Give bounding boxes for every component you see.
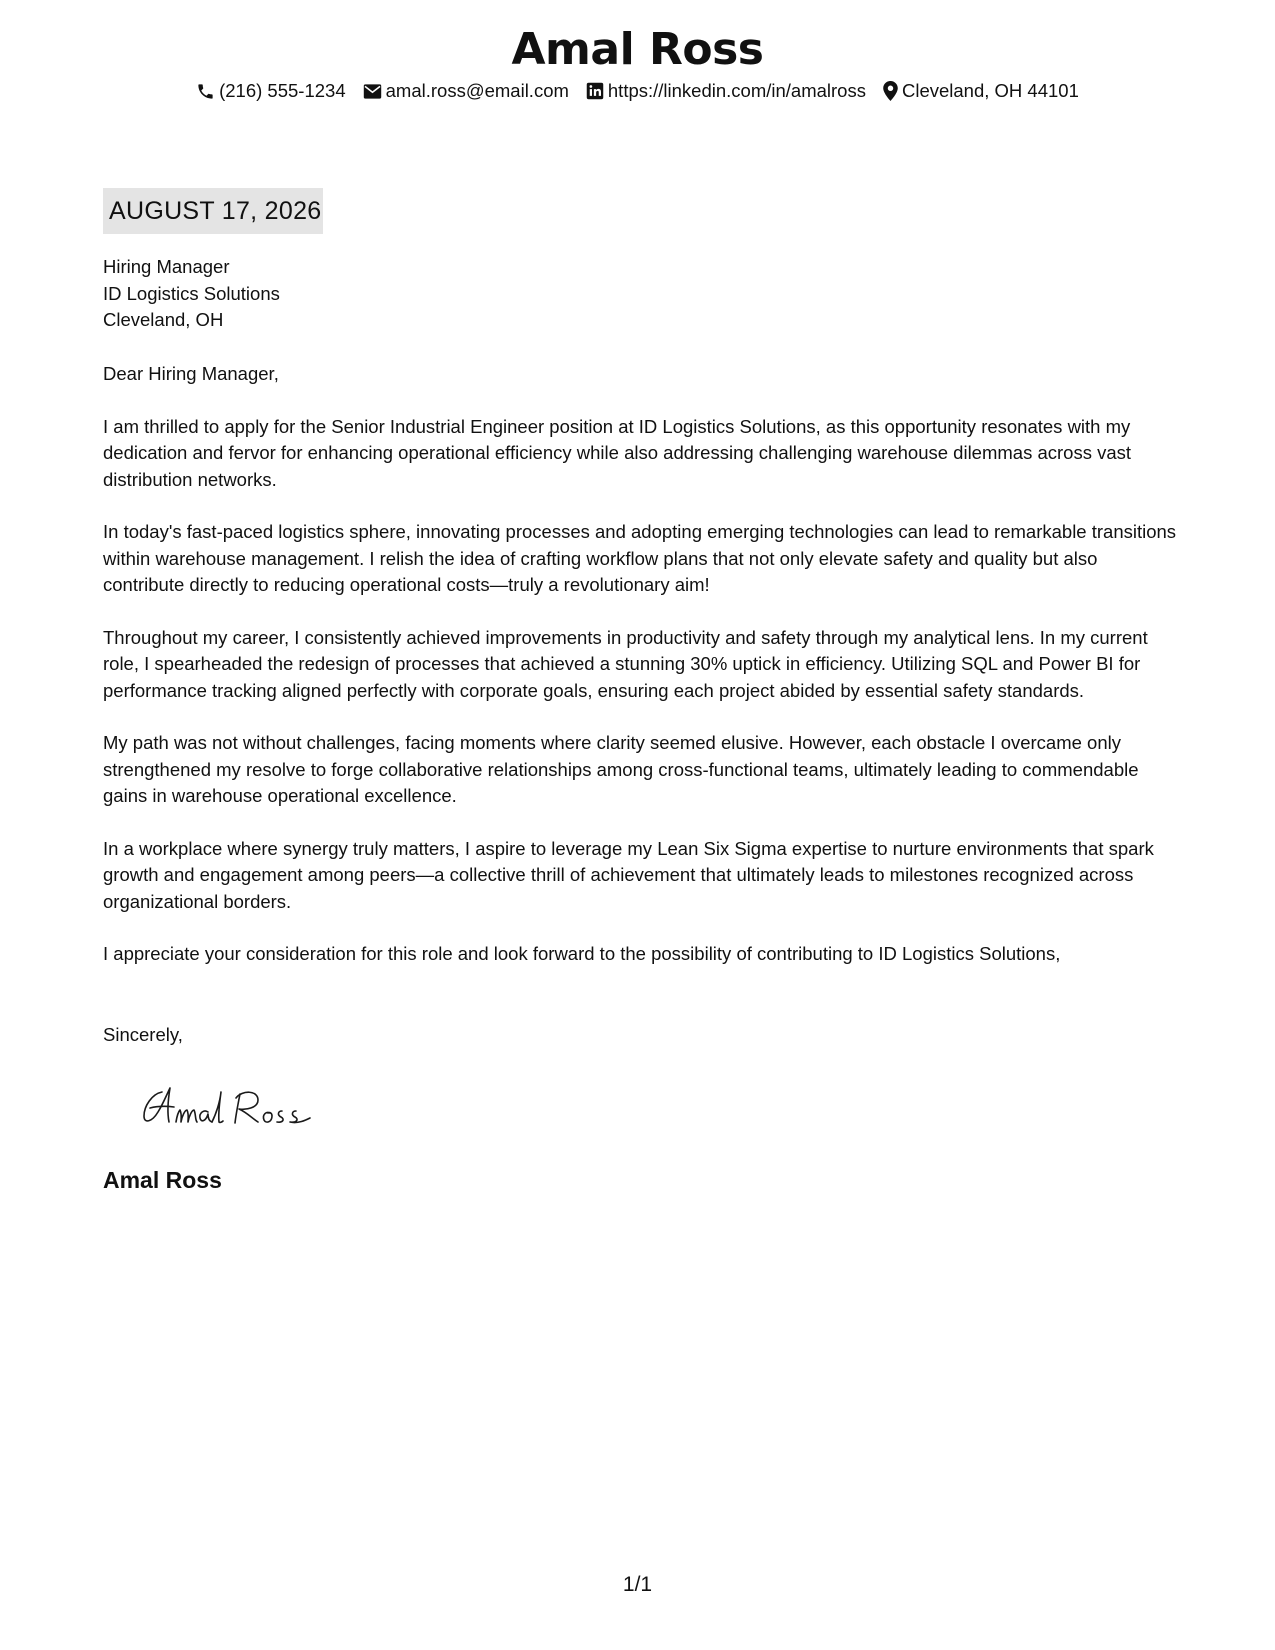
phone-icon xyxy=(196,82,215,101)
page-number: 1/1 xyxy=(622,1573,653,1596)
contact-location xyxy=(883,78,1079,104)
body-paragraph: I am thrilled to apply for the Senior Industrial Engineer position at ID Logistics Solutions, as this opportunity resonates with my dedication and fervor for enhancing operational efficiency while also addressing challenging warehouse dilemmas across vast distribution networks. xyxy=(103,415,1132,490)
recipient-company: ID Logistics Solutions xyxy=(103,282,280,304)
email-address[interactable]: amal.ross@email.com xyxy=(385,80,569,101)
location-text: Cleveland, OH 44101 xyxy=(901,80,1079,101)
contact-phone xyxy=(196,78,346,104)
letter-date: AUGUST 17, 2026 xyxy=(103,188,323,234)
body-paragraph: In a workplace where synergy truly matters, I aspire to leverage my Lean Six Sigma expertise to nurture environments that spark growth and engagement among peers—a collective thrill of achievement that ultimately leads to milestones recognized across organizational borders. xyxy=(103,837,1154,912)
applicant-name-header: Amal Ross xyxy=(511,24,764,75)
body-paragraph: Throughout my career, I consistently achieved improvements in productivity and safety through my analytical lens. In my current role, I spearheaded the redesign of processes that achieved a stunning 30% uptick in efficiency. Utilizing SQL and Power BI for performance tracking aligned perfectly with corporate goals, ensuring each project abided by essential safety standards. xyxy=(103,626,1148,701)
linkedin-icon xyxy=(586,82,604,100)
contact-email[interactable] xyxy=(363,78,569,104)
recipient-location: Cleveland, OH xyxy=(103,309,224,330)
contact-linkedin[interactable] xyxy=(586,78,866,104)
letter-body xyxy=(103,361,1178,994)
phone-number: (216) 555-1234 xyxy=(219,80,346,101)
map-pin-icon xyxy=(883,81,898,101)
envelope-icon xyxy=(363,83,382,100)
closing-line: Sincerely, xyxy=(103,1024,183,1045)
body-paragraph: I appreciate your consideration for this role and look forward to the possibility of contributing to ID Logistics Solutions, xyxy=(103,943,1061,964)
handwritten-signature xyxy=(140,1080,330,1130)
recipient-block xyxy=(103,254,280,334)
body-paragraph: My path was not without challenges, facing moments where clarity seemed elusive. However, each obstacle I overcame only strengthened my resolve to forge collaborative relationships among cross-functional teams, ultimately leading to commendable gains in warehouse operational excellence. xyxy=(103,732,1139,806)
signer-name: Amal Ross xyxy=(103,1167,222,1193)
contact-info-bar xyxy=(0,78,1275,104)
salutation: Dear Hiring Manager, xyxy=(103,363,279,384)
linkedin-url[interactable]: https://linkedin.com/in/amalross xyxy=(607,80,866,101)
recipient-title: Hiring Manager xyxy=(103,256,230,277)
body-paragraph: In today's fast-paced logistics sphere, innovating processes and adopting emerging technologies can lead to remarkable transitions within warehouse management. I relish the idea of crafting workflow plans that not only elevate safety and quality but also contribute directly to reducing operational costs—truly a revolutionary aim! xyxy=(103,521,1177,595)
